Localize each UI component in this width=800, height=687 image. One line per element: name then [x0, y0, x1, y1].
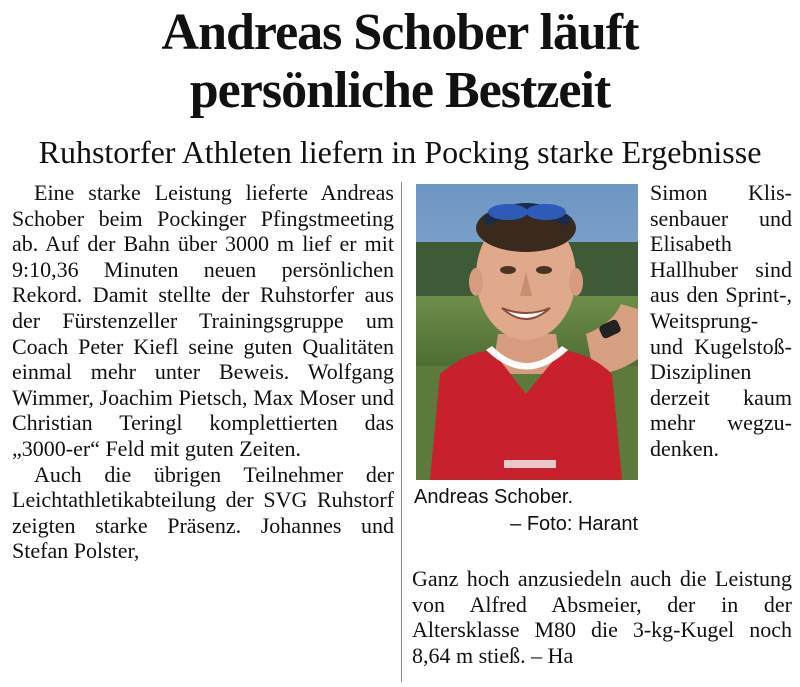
- headline-line-1: Andreas Schober läuft: [161, 4, 639, 61]
- article-column-bottom: [412, 566, 792, 668]
- photo-caption: [412, 484, 640, 538]
- paragraph-2: Auch die übrigen Teilnehmer der Leichtathletikabteilung der SVG Ruhstorf zeigten starke Präsenz. Johannes und Stefan Polster,: [12, 461, 394, 564]
- athlete-photo-illustration: [416, 184, 638, 480]
- subheadline: Ruhstorfer Athleten liefern in Pocking starke Ergebnisse: [38, 134, 762, 170]
- article-column-right: [650, 180, 792, 462]
- column-divider: [401, 182, 402, 682]
- athlete-photo: [416, 184, 638, 480]
- paragraph-3: Simon Klissenbauer und Elisabeth Hallhuber sind aus den Sprint-, Weitsprung- und Kugelstoß-Disziplinen derzeit kaum mehr wegzudenken.: [650, 180, 792, 461]
- article-column-left: [12, 180, 394, 564]
- photo-caption-credit: – Foto: Harant: [510, 513, 638, 535]
- paragraph-4: Ganz hoch anzusiedeln auch die Leistung von Alfred Absmeier, der in der Altersklasse M80 die 3-kg-Kugel noch 8,64 m stieß. – Ha: [412, 566, 792, 668]
- headline: [0, 4, 800, 120]
- photo-caption-subject: Andreas Schober.: [414, 486, 573, 508]
- paragraph-1: Eine starke Leistung lieferte Andreas Schober beim Pockinger Pfingstmeeting ab. Auf der Bahn über 3000 m lief er mit 9:10,36 Minuten neuen persönlichen Rekord. Damit stellte der Ruhstorfer aus der Fürstenzeller Trainingsgruppe um Coach Peter Kiefl seine guten Qualitäten einmal mehr unter Beweis. Wolfgang Wimmer, Joachim Pietsch, Max Moser und Christian Teringl komplettierten das „3000-er“ Feld mit guten Zeiten.: [12, 180, 394, 461]
- headline-line-2: persönliche Bestzeit: [189, 62, 611, 119]
